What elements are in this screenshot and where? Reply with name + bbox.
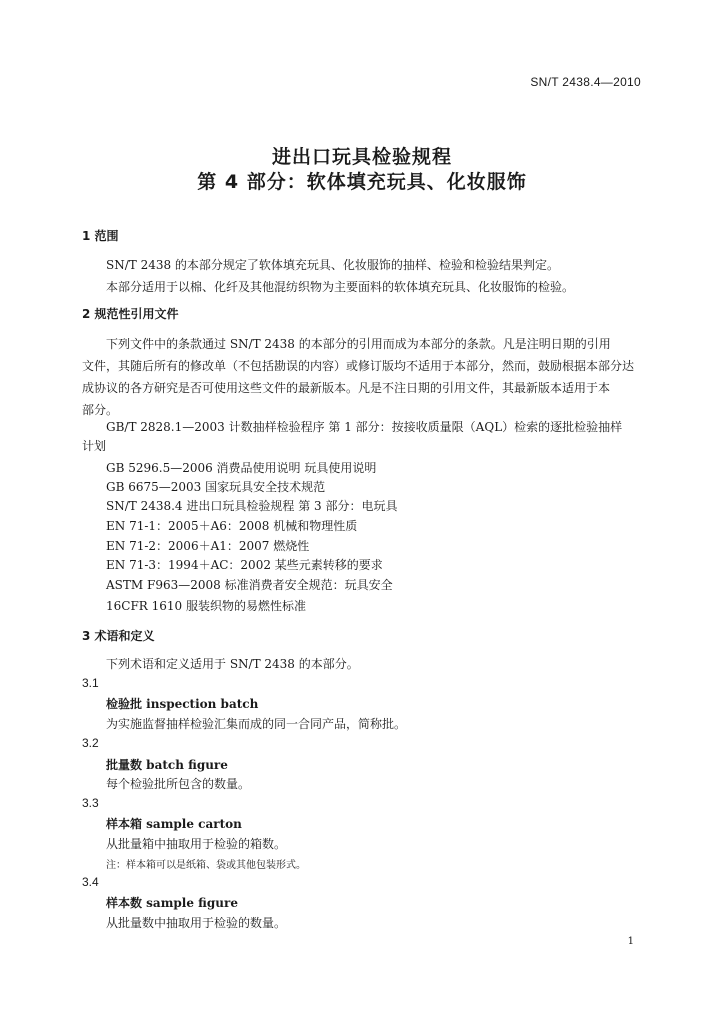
reference-item: SN/T 2438.4 进出口玩具检验规程 第 3 部分：电玩具 [106, 499, 398, 513]
term-number: 3.1 [82, 676, 99, 690]
section-2-intro-line: 下列文件中的条款通过 SN/T 2438 的本部分的引用而成为本部分的条款。凡是注明日期的引用 [106, 337, 611, 351]
reference-item-continuation: 计划 [82, 439, 107, 453]
reference-item: GB 5296.5—2006 消费品使用说明 玩具使用说明 [106, 461, 377, 475]
section-2-heading: 2 规范性引用文件 [82, 307, 179, 321]
reference-item: 16CFR 1610 服装织物的易燃性标准 [106, 599, 306, 613]
term-title: 批量数 batch figure [106, 758, 228, 772]
term-definition: 为实施监督抽样检验汇集而成的同一合同产品，简称批。 [106, 717, 407, 731]
reference-item: EN 71-1：2005＋A6：2008 机械和物理性质 [106, 519, 358, 533]
page-number: 1 [627, 936, 634, 947]
section-3-intro: 下列术语和定义适用于 SN/T 2438 的本部分。 [106, 657, 359, 671]
term-number: 3.4 [82, 875, 99, 889]
term-number: 3.2 [82, 736, 99, 750]
section-1-paragraph: 本部分适用于以棉、化纤及其他混纺织物为主要面料的软体填充玩具、化妆服饰的检验。 [106, 280, 575, 294]
term-definition: 从批量数中抽取用于检验的数量。 [106, 916, 287, 930]
term-definition: 每个检验批所包含的数量。 [106, 777, 251, 791]
section-2-intro-line: 部分。 [82, 403, 119, 417]
standard-number: SN/T 2438.4—2010 [530, 75, 641, 89]
reference-item: GB/T 2828.1—2003 计数抽样检验程序 第 1 部分：按接收质量限（AQL）检索的逐批检验抽样 [106, 420, 623, 434]
term-title: 样本数 sample figure [106, 896, 238, 910]
section-2-intro-line: 文件，其随后所有的修改单（不包括勘误的内容）或修订版均不适用于本部分，然而，鼓励根据本部分达 [82, 359, 635, 373]
term-number: 3.3 [82, 796, 99, 810]
reference-item: EN 71-3：1994＋AC：2002 某些元素转移的要求 [106, 558, 383, 572]
term-title: 检验批 inspection batch [106, 697, 259, 711]
document-subtitle: 第 4 部分：软体填充玩具、化妆服饰 [197, 171, 527, 193]
reference-item: ASTM F963—2008 标准消费者安全规范：玩具安全 [106, 578, 393, 592]
section-1-paragraph: SN/T 2438 的本部分规定了软体填充玩具、化妆服饰的抽样、检验和检验结果判定。 [106, 258, 559, 272]
term-definition: 从批量箱中抽取用于检验的箱数。 [106, 837, 287, 851]
section-1-heading: 1 范围 [82, 229, 119, 243]
term-title: 样本箱 sample carton [106, 817, 242, 831]
reference-item: EN 71-2：2006＋A1：2007 燃烧性 [106, 539, 310, 553]
term-note: 注：样本箱可以是纸箱、袋或其他包装形式。 [106, 860, 306, 871]
section-3-heading: 3 术语和定义 [82, 629, 155, 643]
section-2-intro-line: 成协议的各方研究是否可使用这些文件的最新版本。凡是不注日期的引用文件，其最新版本适用于本 [82, 381, 611, 395]
reference-item: GB 6675—2003 国家玩具安全技术规范 [106, 480, 326, 494]
document-title: 进出口玩具检验规程 [271, 146, 452, 168]
